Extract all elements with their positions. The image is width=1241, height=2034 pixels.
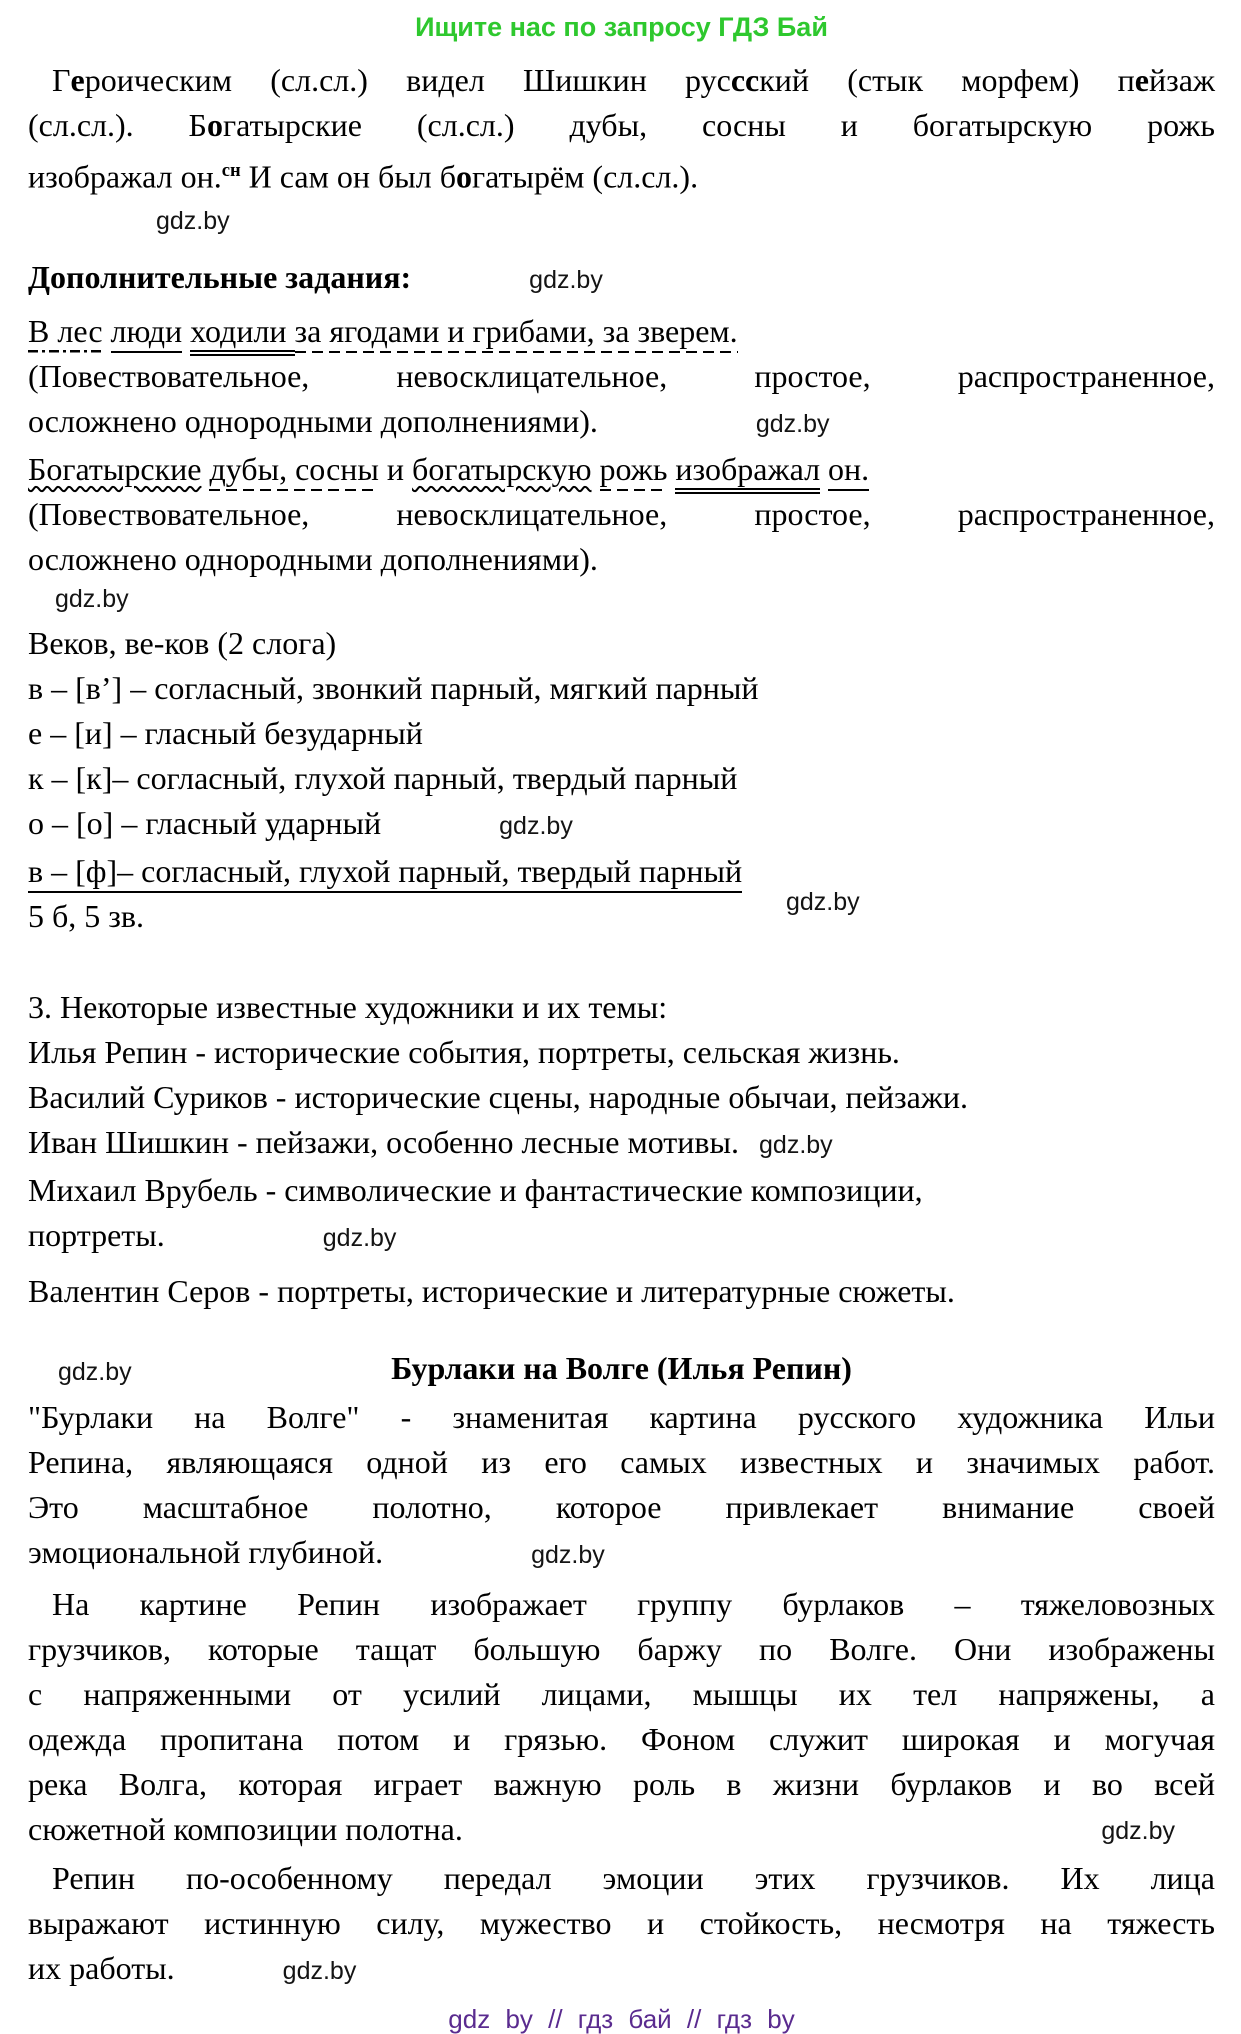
sentence-2-analysis — [28, 492, 1215, 582]
grammar-underlined-word: дубы, сосны — [209, 451, 378, 491]
underlined-phonetic-line: в – [ф]– согласный, глухой парный, твердый парный — [28, 853, 742, 893]
essay-paragraph-1 — [28, 1395, 1215, 1578]
text-line: "Бурлаки на Волге" - знаменитая картина русского художника Ильи — [28, 1398, 1215, 1435]
text-line: На картине Репин изображает группу бурлаков – тяжеловозных — [52, 1585, 1215, 1622]
gdz-watermark: gdz.by — [58, 1357, 132, 1386]
watermark-row — [55, 582, 1215, 613]
text-line: с напряженными от усилий лицами, мышцы их тел напряжены, а — [28, 1675, 1215, 1712]
essay-paragraph-2 — [28, 1582, 1215, 1852]
phonetic-word: Веков, ве-ков (2 слога) — [28, 624, 337, 661]
gdz-watermark: gdz.by — [759, 1130, 833, 1159]
text-segment: о — [455, 158, 472, 195]
grammar-underlined-word: за ягодами и грибами, за зверем. — [295, 313, 738, 353]
artist-line: Михаил Врубель - символические и фантастические композиции, — [28, 1171, 923, 1208]
text-span: эмоциональной глубиной. — [28, 1533, 384, 1570]
text-line — [28, 58, 1215, 103]
phonetic-line: к – [к]– согласный, глухой парный, твердый парный — [28, 759, 738, 796]
text-line: выражают истинную силу, мужество и стойкость, несмотря на тяжесть — [28, 1904, 1215, 1941]
text-span: осложнено однородными дополнениями). — [28, 402, 598, 439]
gdz-watermark: gdz.by — [156, 206, 230, 235]
grammar-underlined-word: ходили — [190, 313, 294, 356]
text-span: портреты. — [28, 1216, 165, 1253]
text-segment: И сам он был б — [240, 158, 456, 195]
text-line: одежда пропитана потом и грязью. Фоном служит широкая и могучая — [28, 1720, 1215, 1757]
text-line — [28, 148, 1215, 200]
text-segment — [820, 451, 828, 487]
text-segment: (сл.сл.). Б — [28, 107, 207, 143]
text-segment: кий (стык морфем) п — [759, 62, 1135, 98]
artist-line: Валентин Серов - портреты, исторические и литературные сюжеты. — [28, 1272, 955, 1309]
text-segment — [182, 313, 190, 349]
text-segment: Г — [52, 62, 71, 98]
grammar-underlined-word: Богатырские — [28, 450, 202, 487]
essay-title: Бурлаки на Волге (Илья Репин) — [391, 1349, 852, 1386]
text-segment — [103, 313, 111, 349]
gdz-watermark: gdz.by — [322, 1223, 397, 1252]
text-line: река Волга, которая играет важную роль в жизни бурлаков и во всей — [28, 1765, 1215, 1802]
text-segment: сс — [730, 62, 760, 98]
text-segment: о — [206, 107, 223, 143]
watermark-row — [156, 204, 1215, 235]
phonetic-analysis — [28, 621, 1215, 939]
artist-line: Василий Суриков - исторические сцены, народные обычаи, пейзажи. — [28, 1078, 969, 1115]
text-line: Репина, являющаяся одной из его самых известных и значимых работ. — [28, 1443, 1215, 1480]
gdz-watermark: gdz.by — [55, 584, 129, 613]
artist-line: Илья Репин - исторические события, портреты, сельская жизнь. — [28, 1033, 900, 1070]
tasks-heading-row — [28, 255, 1215, 303]
grammar-underlined-word: рожь — [600, 451, 668, 491]
text-line: Репин по-особенному передал эмоции этих грузчиков. Их лица — [52, 1859, 1215, 1896]
text-line — [28, 1530, 1215, 1578]
phonetic-line — [28, 801, 1215, 849]
text-segment: е — [70, 62, 85, 98]
text-line: (Повествовательное, невосклицательное, простое, распространенное, — [28, 495, 1215, 532]
text-segment: гатырские (сл.сл.) дубы, сосны и богатырскую рожь — [222, 107, 1216, 143]
gdz-watermark: gdz.by — [529, 265, 603, 294]
grammar-underlined-word: он. — [828, 451, 869, 491]
parsed-sentence-1 — [28, 309, 1215, 354]
text-segment: и — [378, 450, 413, 487]
artist-line — [28, 1213, 1215, 1261]
text-segment — [592, 451, 600, 487]
gdz-watermark: gdz.by — [499, 811, 573, 840]
tasks-heading: Дополнительные задания: — [28, 258, 412, 295]
gdz-watermark: gdz.by — [786, 887, 860, 916]
grammar-underlined-word: люди — [111, 313, 183, 353]
text-segment: е — [1134, 62, 1149, 98]
intro-paragraph — [28, 58, 1215, 200]
text-line: Это масштабное полотно, которое привлекает внимание своей — [28, 1488, 1215, 1525]
text-line — [28, 103, 1215, 148]
phonetic-line — [28, 849, 1215, 894]
gdz-watermark: gdz.by — [282, 1956, 357, 1985]
phonetic-totals-row — [28, 887, 1215, 939]
essay-title-row — [28, 1346, 1215, 1391]
text-segment: роическим (сл.сл.) видел Шишкин рус — [84, 62, 731, 98]
promo-header: Ищите нас по запросу ГДЗ Бай — [415, 12, 828, 42]
phonetic-line: е – [и] – гласный безударный — [28, 714, 423, 751]
sentence-1-analysis — [28, 354, 1215, 447]
text-segment: изображал он. — [28, 158, 222, 195]
text-line — [28, 399, 1215, 447]
artist-line — [28, 1120, 1215, 1168]
artists-section — [28, 985, 1215, 1314]
text-line: сюжетной композиции полотна. — [28, 1810, 463, 1847]
text-segment: сн — [221, 160, 241, 181]
text-segment: йзаж — [1148, 62, 1216, 98]
text-line: грузчиков, которые тащат большую баржу по Волге. Они изображены — [28, 1630, 1215, 1667]
gdz-watermark: gdz.by — [531, 1540, 605, 1569]
footer-promo: gdz by // гдз бай // гдз by — [448, 2003, 795, 2034]
parsed-sentence-2 — [28, 447, 1215, 492]
gdz-watermark: gdz.by — [755, 409, 830, 438]
phonetic-line: в – [в’] – согласный, звонкий парный, мягкий парный — [28, 669, 759, 706]
essay-paragraph-3 — [28, 1856, 1215, 1994]
text-line — [28, 1946, 1215, 1994]
text-line: осложнено однородными дополнениями). — [28, 540, 598, 577]
grammar-underlined-word: В лес — [28, 313, 103, 353]
gdz-watermark: gdz.by — [1101, 1816, 1175, 1845]
grammar-underlined-word: богатырскую — [412, 450, 592, 487]
text-span: Иван Шишкин - пейзажи, особенно лесные мотивы. — [28, 1123, 740, 1160]
grammar-underlined-word: изображал — [675, 451, 820, 494]
text-span: их работы. — [28, 1949, 175, 1986]
text-segment: гатырём (сл.сл.). — [471, 158, 699, 195]
text-span: о – [о] – гласный ударный — [28, 804, 382, 841]
artists-heading: 3. Некоторые известные художники и их темы: — [28, 988, 668, 1025]
phonetic-totals: 5 б, 5 зв. — [28, 897, 145, 934]
text-line: (Повествовательное, невосклицательное, простое, распространенное, — [28, 357, 1215, 394]
